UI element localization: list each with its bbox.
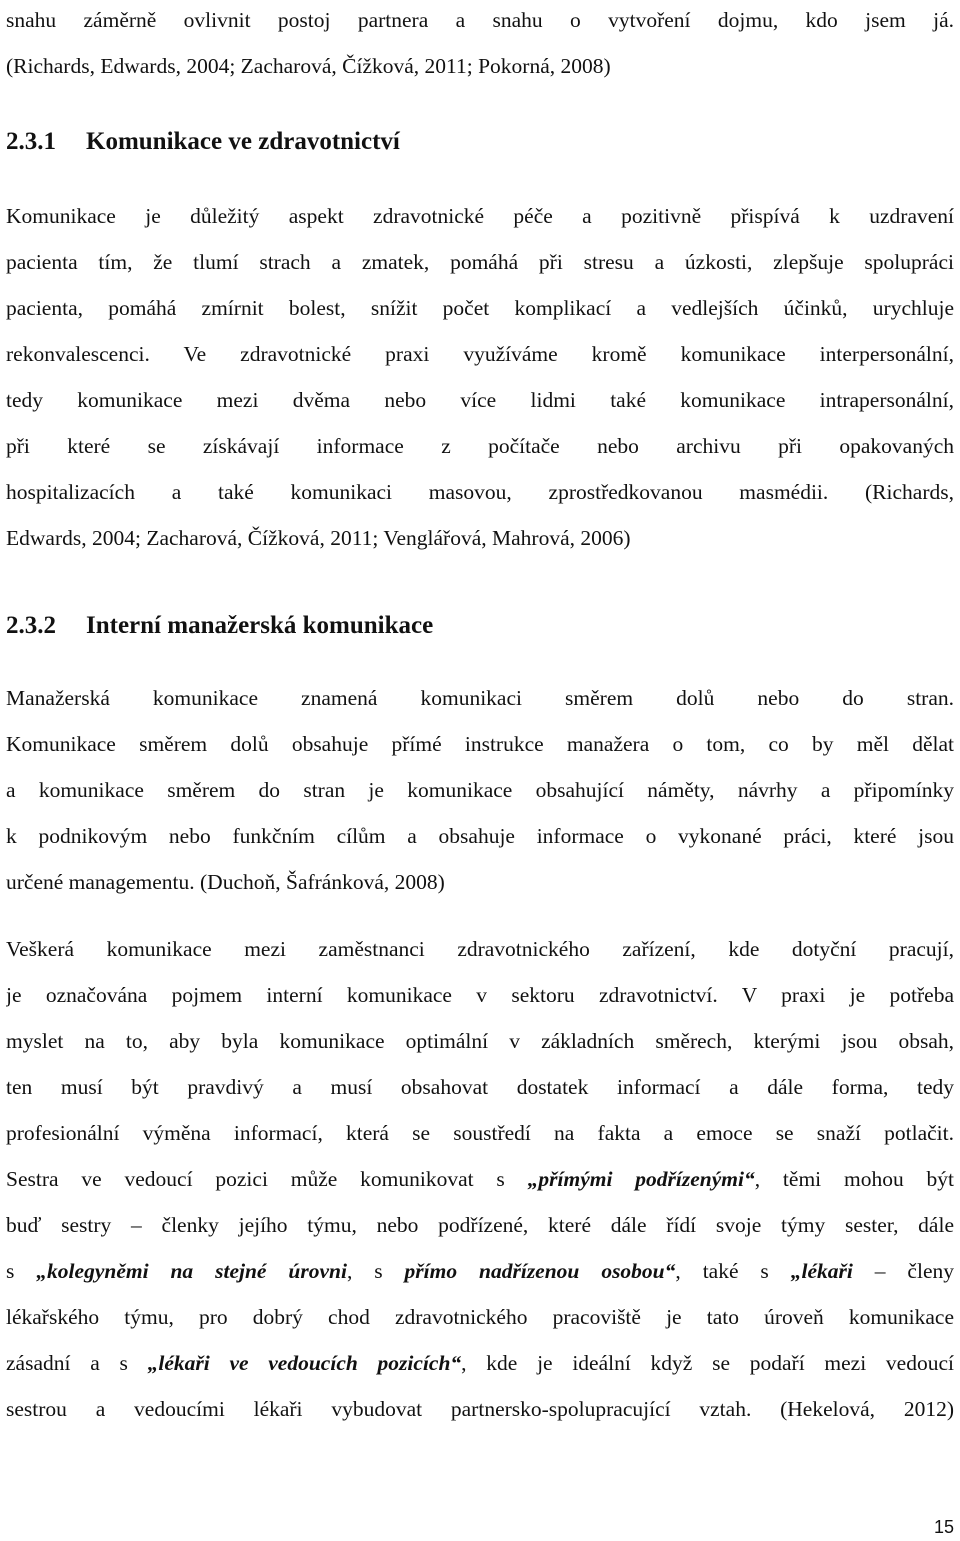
emphasis-primi-podrizeni: „přímými podřízenými“ — [527, 1167, 755, 1191]
text-run: , také s — [675, 1259, 791, 1283]
text-run: s — [6, 1259, 37, 1283]
text-line: rekonvalescenci. Ve zdravotnické praxi využíváme kromě komunikace interpersonální, — [6, 342, 954, 366]
text-line: určené managementu. (Duchoň, Šafránková, 2008) — [6, 870, 445, 894]
text-line: myslet na to, aby byla komunikace optimální v základních směrech, kterými jsou obsah, — [6, 1029, 954, 1053]
text-line: tedy komunikace mezi dvěma nebo více lidmi také komunikace intrapersonální, — [6, 388, 954, 412]
emphasis-nadrizena-osoba: přímo nadřízenou osobou“ — [404, 1259, 676, 1283]
text-line: hospitalizacích a také komunikaci masovou, zprostředkovanou masmédii. (Richards, — [6, 480, 954, 504]
emphasis-kolegyne: „kolegyněmi na stejné úrovni — [36, 1259, 347, 1283]
section-number: 2.3.1 — [6, 128, 56, 155]
text-line: je označována pojmem interní komunikace v sektoru zdravotnictví. V praxi je potřeba — [6, 983, 954, 1007]
section-title: Komunikace ve zdravotnictví — [86, 128, 400, 155]
text-line: ten musí být pravdivý a musí obsahovat dostatek informací a dále forma, tedy — [6, 1075, 954, 1099]
section-2-paragraph-1 — [6, 675, 954, 905]
text-run: zásadní a s — [6, 1351, 148, 1375]
text-run: , s — [346, 1259, 405, 1283]
text-line: Manažerská komunikace znamená komunikaci směrem dolů nebo do stran. — [6, 686, 954, 710]
text-line: lékařského týmu, pro dobrý chod zdravotnického pracoviště je tato úroveň komunikace — [6, 1305, 954, 1329]
text-line — [6, 1340, 954, 1386]
emphasis-lekari: „lékaři — [790, 1259, 853, 1283]
text-line: pacienta tím, že tlumí strach a zmatek, pomáhá při stresu a úzkosti, zlepšuje spolupráci — [6, 250, 954, 274]
text-line: Veškerá komunikace mezi zaměstnanci zdravotnického zařízení, kde dotyční pracují, — [6, 937, 954, 961]
page-number: 15 — [933, 1517, 954, 1537]
text-run: , těmi mohou být — [754, 1167, 954, 1191]
text-line: buď sestry – členky jejího týmu, nebo podřízené, které dále řídí svoje týmy sester, dále — [6, 1213, 954, 1237]
text-line: Komunikace směrem dolů obsahuje přímé instrukce manažera o tom, co by měl dělat — [6, 732, 954, 756]
section-title: Interní manažerská komunikace — [86, 612, 434, 639]
section-heading-2-3-2 — [6, 612, 433, 640]
text-line — [6, 1156, 954, 1202]
section-1-paragraph — [6, 193, 954, 561]
section-2-paragraph-2 — [6, 926, 954, 1432]
section-number: 2.3.2 — [6, 612, 56, 639]
emphasis-lekari-vedouci: „lékaři ve vedoucích pozicích“ — [147, 1351, 462, 1375]
text-line: (Richards, Edwards, 2004; Zacharová, Čížková, 2011; Pokorná, 2008) — [6, 54, 611, 78]
text-line — [6, 1248, 954, 1294]
text-run: – členy — [852, 1259, 954, 1283]
text-line: profesionální výměna informací, která se soustředí na fakta a emoce se snaží potlačit. — [6, 1121, 954, 1145]
section-heading-2-3-1 — [6, 128, 400, 156]
text-line: k podnikovým nebo funkčním cílům a obsahuje informace o vykonané práci, které jsou — [6, 824, 954, 848]
text-line: sestrou a vedoucími lékaři vybudovat partnersko-spolupracující vztah. (Hekelová, 2012) — [6, 1397, 954, 1421]
top-paragraph — [6, 0, 954, 89]
text-run: Sestra ve vedoucí pozici může komunikovat s — [6, 1167, 528, 1191]
text-line: a komunikace směrem do stran je komunikace obsahující náměty, návrhy a připomínky — [6, 778, 954, 802]
text-line: snahu záměrně ovlivnit postoj partnera a snahu o vytvoření dojmu, kdo jsem já. — [6, 8, 954, 32]
text-line: Komunikace je důležitý aspekt zdravotnické péče a pozitivně přispívá k uzdravení — [6, 204, 954, 228]
text-line: při které se získávají informace z počítače nebo archivu při opakovaných — [6, 434, 954, 458]
text-run: , kde je ideální když se podaří mezi vedoucí — [461, 1351, 954, 1375]
text-line: Edwards, 2004; Zacharová, Čížková, 2011; Venglářová, Mahrová, 2006) — [6, 526, 631, 550]
text-line: pacienta, pomáhá zmírnit bolest, snížit počet komplikací a vedlejších účinků, urychluje — [6, 296, 954, 320]
